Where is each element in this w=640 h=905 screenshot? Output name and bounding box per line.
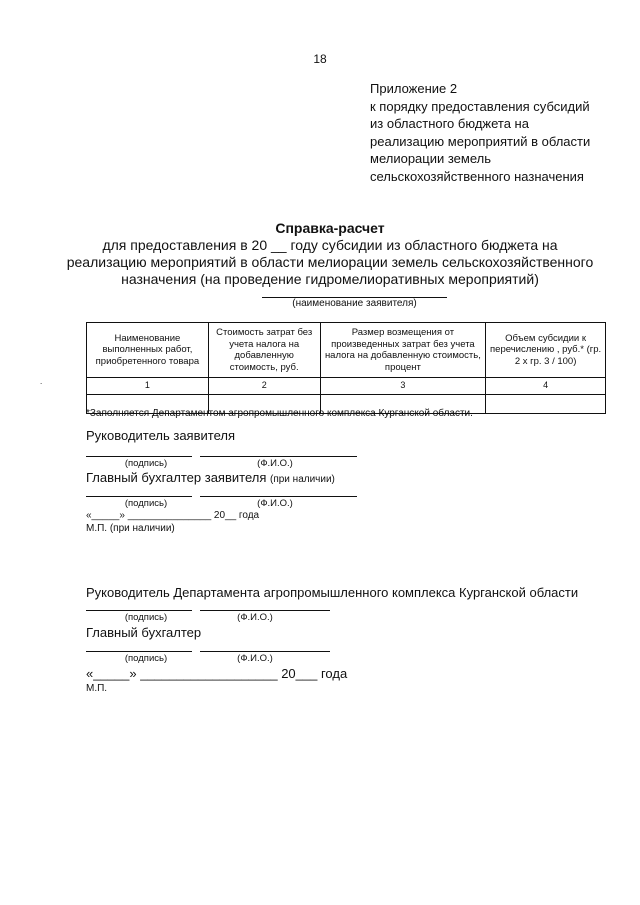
- signature-line: [86, 651, 192, 652]
- signature-line: [86, 456, 192, 457]
- applicant-name-label: (наименование заявителя): [292, 298, 417, 309]
- footnote: *Заполняется Департаментом агропромышленного комплекса Курганской области.: [86, 408, 473, 419]
- table-cell: 1: [87, 378, 209, 395]
- fio-label: (Ф.И.О.): [237, 653, 273, 664]
- calculation-table: [86, 322, 606, 414]
- seal-label: М.П.: [86, 683, 108, 694]
- page-number: 18: [313, 52, 327, 66]
- table-cell: 3: [320, 378, 486, 395]
- fio-label: (Ф.И.О.): [257, 458, 293, 469]
- signature-label: (подпись): [124, 458, 168, 469]
- table-cell: 4: [486, 378, 606, 395]
- seal-label: М.П. (при наличии): [86, 523, 175, 534]
- appendix-line: Приложение 2: [370, 81, 458, 96]
- appendix-line: реализацию мероприятий в области: [370, 133, 591, 149]
- accountant-title-text: Главный бухгалтер заявителя: [86, 470, 267, 485]
- signature-label: (подпись): [124, 612, 168, 623]
- date-line: «_____» ___________________ 20___ года: [86, 666, 348, 681]
- title-heading: Справка-расчет: [275, 220, 385, 236]
- table-header-cell: Стоимость затрат без учета налога на добавленную стоимость, руб.: [208, 323, 320, 378]
- title-line: для предоставления в 20 __ году субсидии из областного бюджета на: [102, 237, 558, 253]
- date-line: «_____» _______________ 20__ года: [86, 510, 260, 521]
- table-header-cell: Наименование выполненных работ, приобретенного товара: [87, 323, 209, 378]
- applicant-accountant-title: [86, 470, 335, 485]
- fio-line: [200, 496, 357, 497]
- department-head-title: Руководитель Департамента агропромышленного комплекса Курганской области: [86, 585, 579, 600]
- stray-mark: .: [40, 377, 43, 386]
- signature-line: [86, 610, 192, 611]
- appendix-line: мелиорации земель: [370, 151, 491, 166]
- applicant-head-title: Руководитель заявителя: [86, 428, 235, 443]
- appendix-line: из областного бюджета на: [370, 116, 529, 131]
- table-number-row: [87, 378, 606, 395]
- fio-line: [200, 456, 357, 457]
- table-cell[interactable]: [486, 394, 606, 413]
- accountant-note: (при наличии): [270, 474, 335, 485]
- fio-line: [200, 610, 330, 611]
- signature-label: (подпись): [124, 498, 168, 509]
- title-line: назначения (на проведение гидромелиоративных мероприятий): [121, 271, 539, 287]
- title-line: реализацию мероприятий в области мелиорации земель сельскохозяйственного: [66, 254, 594, 270]
- signature-line: [86, 496, 192, 497]
- fio-line: [200, 651, 330, 652]
- appendix-block: [370, 80, 590, 185]
- appendix-line: к порядку предоставления субсидий: [370, 98, 590, 114]
- fio-label: (Ф.И.О.): [237, 612, 273, 623]
- table-cell: 2: [208, 378, 320, 395]
- department-accountant-title: Главный бухгалтер: [86, 625, 202, 640]
- table-header-row: [87, 323, 606, 378]
- appendix-line: сельскохозяйственного назначения: [370, 168, 584, 184]
- signature-label: (подпись): [124, 653, 168, 664]
- table-header-cell: Размер возмещения от произведенных затрат без учета налога на добавленную стоимость, процент: [320, 323, 486, 378]
- fio-label: (Ф.И.О.): [257, 498, 293, 509]
- table-header-cell: Объем субсидии к перечислению , руб.* (гр. 2 x гр. 3 / 100): [486, 323, 606, 378]
- document-title: [60, 220, 600, 288]
